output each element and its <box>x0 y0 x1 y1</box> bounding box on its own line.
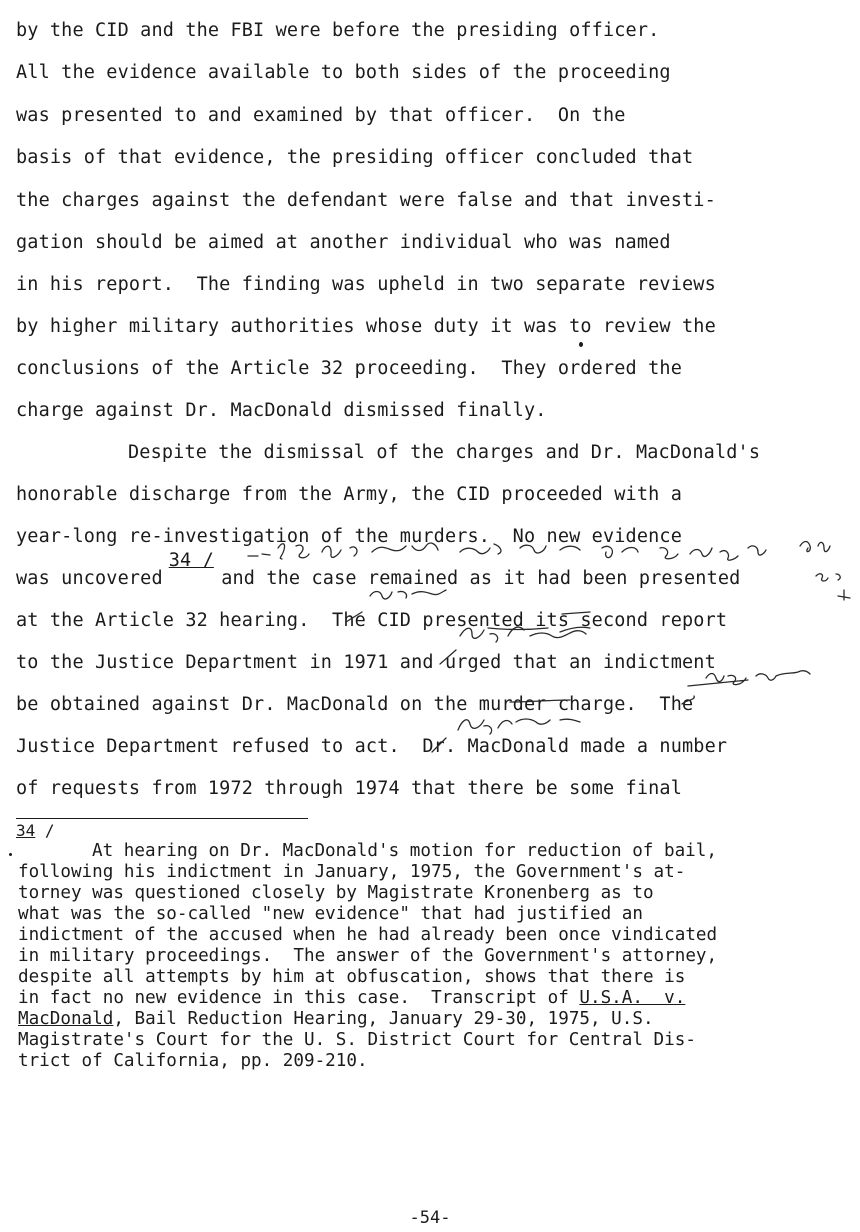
body-line-18: Justice Department refused to act. Dr. MacDonald made a number <box>16 736 728 757</box>
footnote-line-8 <box>18 988 685 1009</box>
footnote-line-8-text: in fact no new evidence in this case. Transcript of <box>18 988 580 1008</box>
footnote-line-3: torney was questioned closely by Magistrate Kronenberg as to <box>18 883 654 903</box>
body-line-15: at the Article 32 hearing. The CID presented its second report <box>16 610 728 631</box>
case-name-part-2: MacDonald <box>18 1009 114 1029</box>
footnote-line-9 <box>18 1009 654 1030</box>
body-line-16: to the Justice Department in 1971 and urged that an indictment <box>16 652 716 673</box>
body-line-12: honorable discharge from the Army, the CID proceeded with a <box>16 484 682 505</box>
footnote-line-11: trict of California, pp. 209-210. <box>18 1051 368 1071</box>
body-line-4: basis of that evidence, the presiding officer concluded that <box>16 147 694 168</box>
body-line-5: the charges against the defendant were false and that investi- <box>16 190 716 211</box>
body-line-14-start: was uncovered <box>16 568 163 589</box>
body-line-14 <box>16 550 741 590</box>
footnote-line-5: indictment of the accused when he had already been once vindicated <box>18 925 718 945</box>
footnote-line-6: in military proceedings. The answer of the Government's attorney, <box>18 946 718 966</box>
footnote-marker <box>16 822 55 840</box>
body-line-10: charge against Dr. MacDonald dismissed finally. <box>16 400 547 421</box>
body-line-2: All the evidence available to both sides of the proceeding <box>16 62 671 83</box>
stray-mark <box>579 342 583 347</box>
body-line-8: by higher military authorities whose duty it was to review the <box>16 316 716 337</box>
body-line-7: in his report. The finding was upheld in two separate reviews <box>16 274 716 295</box>
footnote-separator <box>16 818 308 819</box>
stray-mark <box>9 853 12 856</box>
footnote-line-9-text: , Bail Reduction Hearing, January 29-30, 1975, U.S. <box>113 1009 654 1029</box>
footnote-line-1: At hearing on Dr. MacDonald's motion for reduction of bail, <box>92 841 717 861</box>
body-line-14-end: and the case remained as it had been presented <box>209 568 741 589</box>
footnote-line-7: despite all attempts by him at obfuscation, shows that there is <box>18 967 686 987</box>
footnote-marker-slash: / <box>35 821 55 840</box>
case-name-part-1: U.S.A. v. <box>579 988 686 1008</box>
body-line-13: year-long re-investigation of the murders. No new evidence <box>16 526 682 547</box>
body-line-6: gation should be aimed at another individual who was named <box>16 232 671 253</box>
footnote-line-10: Magistrate's Court for the U. S. District Court for Central Dis- <box>18 1030 696 1050</box>
body-line-1: by the CID and the FBI were before the presiding officer. <box>16 20 660 41</box>
body-line-9: conclusions of the Article 32 proceeding. They ordered the <box>16 358 682 379</box>
body-line-11-paragraph-start: Despite the dismissal of the charges and Dr. MacDonald's <box>128 442 761 463</box>
footnote-line-4: what was the so-called "new evidence" that had justified an <box>18 904 643 924</box>
body-line-17: be obtained against Dr. MacDonald on the murder charge. The <box>16 694 694 715</box>
page-number: -54- <box>409 1208 451 1228</box>
footnote-reference: 34 / <box>168 550 214 571</box>
footnote-line-2: following his indictment in January, 1975, the Government's at- <box>18 862 686 882</box>
body-line-19: of requests from 1972 through 1974 that there be some final <box>16 778 682 799</box>
footnote-marker-number: 34 <box>16 821 36 840</box>
body-line-3: was presented to and examined by that officer. On the <box>16 105 626 126</box>
